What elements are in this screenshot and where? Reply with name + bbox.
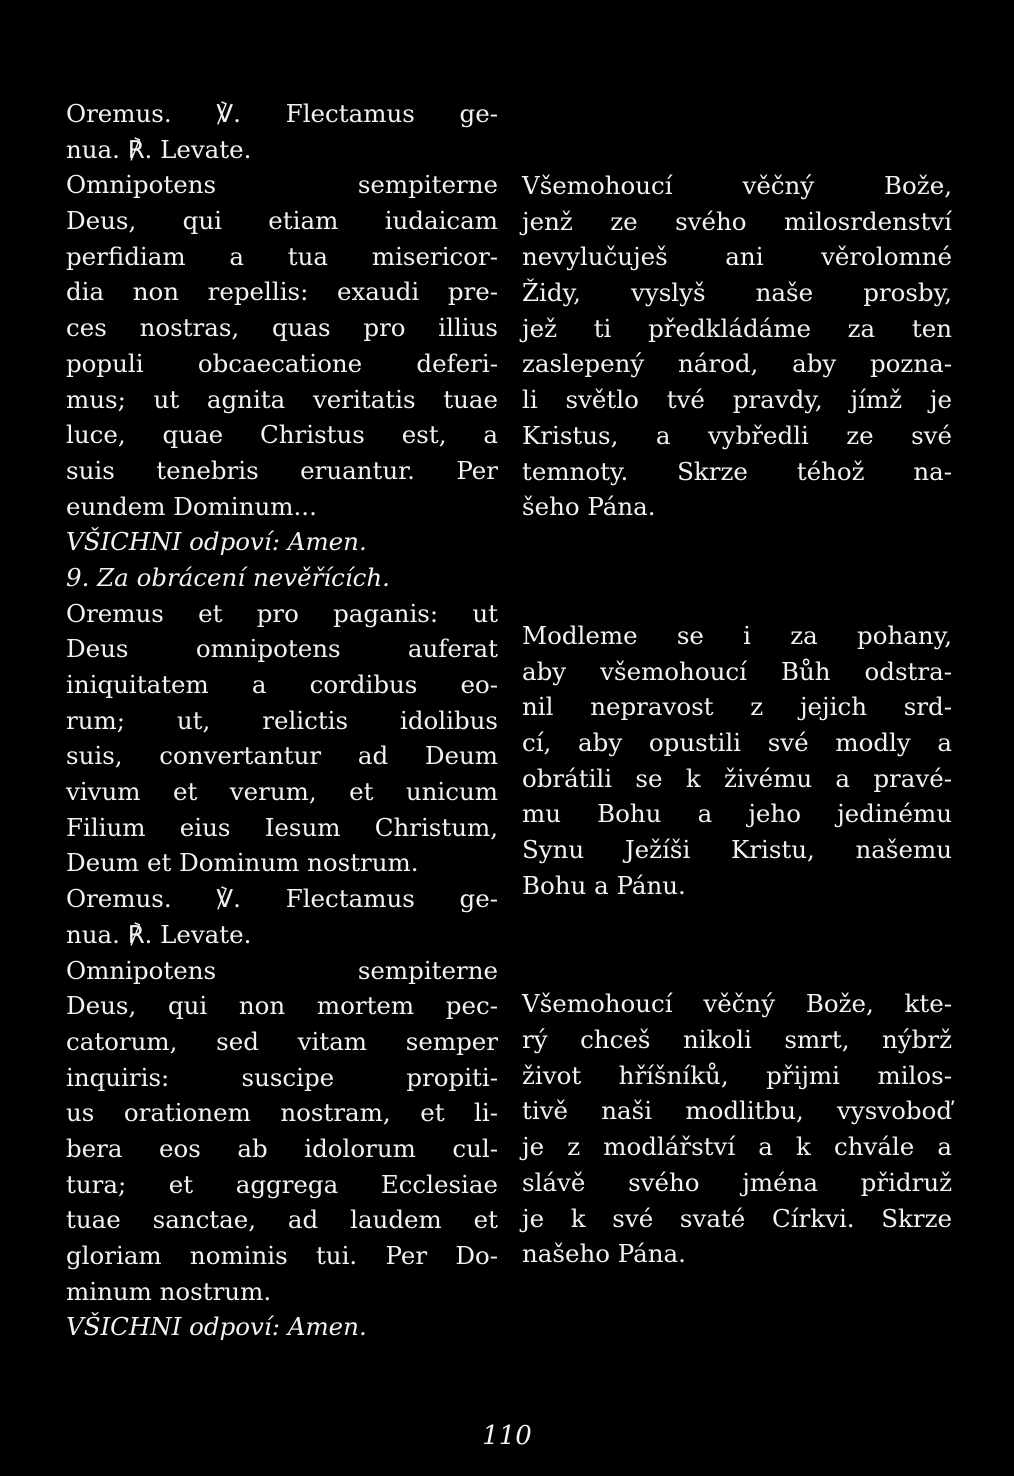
- spacer: [522, 903, 952, 986]
- text-line: Synu Ježíši Kristu, našemu: [522, 835, 952, 864]
- text-line: Všemohoucí věčný Bože, kte-: [522, 989, 952, 1019]
- text-line: temnoty. Skrze téhož na-: [522, 456, 952, 486]
- page-number: 110: [482, 1421, 532, 1451]
- text-line: catorum, sed vitam semper: [66, 1026, 498, 1056]
- text-line: tuae sanctae, ad laudem et: [66, 1205, 498, 1235]
- latin-column: [66, 96, 498, 1345]
- section-heading: [66, 560, 498, 596]
- text-line: zaslepený národ, aby pozna-: [522, 349, 952, 379]
- text-line: Filium eius Iesum Christum,: [66, 812, 498, 842]
- text-line: Všemohoucí věčný Bože,: [522, 171, 952, 200]
- latin-prayer-jews: [66, 96, 498, 524]
- text-line: aby všemohoucí Bůh odstra-: [522, 656, 952, 686]
- text-line: li světlo tvé pravdy, jímž je: [522, 385, 952, 415]
- text-line: eundem Dominum...: [66, 491, 317, 521]
- text-line: nil nepravost z jejich srd-: [522, 692, 952, 722]
- text-line: Deus omnipotens auferat: [66, 634, 498, 664]
- czech-prayer-pagans-invitation: [522, 618, 952, 904]
- text-line: šeho Pána.: [522, 492, 656, 522]
- text-line: dia non repellis: exaudi pre-: [66, 277, 498, 307]
- text-line: nua. ℟. Levate.: [66, 134, 252, 164]
- text-line: cí, aby opustili své modly a: [522, 727, 952, 757]
- text-line: je z modlářství a k chvále a: [522, 1132, 952, 1162]
- text-line: Oremus. ℣. Flectamus ge-: [66, 99, 498, 128]
- text-line: Oremus et pro paganis: ut: [66, 598, 498, 628]
- text-line: mu Bohu a jeho jedinému: [522, 799, 952, 829]
- text-line: Deus, qui non mortem pec-: [66, 991, 498, 1021]
- text-line: us orationem nostram, et li-: [66, 1098, 498, 1128]
- text-line: ces nostras, quas pro illius: [66, 313, 498, 343]
- text-line: mus; ut agnita veritatis tuae: [66, 384, 498, 414]
- text-line: Oremus. ℣. Flectamus ge-: [66, 884, 498, 914]
- text-line: našeho Pána.: [522, 1239, 686, 1269]
- text-line: Modleme se i za pohany,: [522, 620, 952, 650]
- text-line: rý chceš nikoli smrt, nýbrž: [522, 1025, 952, 1055]
- text-line: Omnipotens sempiterne: [66, 170, 498, 200]
- text-line: Deum et Dominum nostrum.: [66, 848, 419, 878]
- text-line: perfidiam a tua misericor-: [66, 241, 498, 271]
- text-line: je k své svaté Církvi. Skrze: [522, 1203, 952, 1233]
- text-line: VŠICHNI odpoví: Amen.: [66, 1312, 367, 1342]
- czech-prayer-pagans-collect: [522, 986, 952, 1272]
- text-line: 9. Za obrácení nevěřících.: [66, 562, 390, 592]
- text-line: iniquitatem a cordibus eo-: [66, 670, 498, 699]
- text-line: Deus, qui etiam iudaicam: [66, 206, 498, 236]
- text-line: bera eos ab idolorum cul-: [66, 1133, 498, 1163]
- text-line: Kristus, a vybředli ze své: [522, 420, 952, 450]
- text-line: suis tenebris eruantur. Per: [66, 455, 498, 485]
- latin-prayer-pagans: [66, 596, 498, 1310]
- text-line: jenž ze svého milosrdenství: [522, 206, 952, 236]
- text-line: rum; ut, relictis idolibus: [66, 705, 498, 735]
- text-line: Bohu a Pánu.: [522, 870, 686, 900]
- text-line: Omnipotens sempiterne: [66, 955, 498, 985]
- text-line: minum nostrum.: [66, 1276, 272, 1306]
- text-line: gloriam nominis tui. Per Do-: [66, 1241, 498, 1270]
- response-amen: [66, 1309, 498, 1345]
- response-amen: [66, 524, 498, 560]
- spacer: [522, 525, 952, 618]
- czech-column: [522, 168, 952, 1272]
- czech-prayer-jews: [522, 168, 952, 525]
- text-line: VŠICHNI odpoví: Amen.: [66, 527, 367, 557]
- text-line: inquiris: suscipe propiti-: [66, 1062, 498, 1092]
- text-line: jež ti předkládáme za ten: [522, 313, 952, 343]
- text-line: tivě naši modlitbu, vysvoboď: [522, 1096, 952, 1126]
- text-line: populi obcaecatione deferi-: [66, 348, 498, 378]
- text-line: obrátili se k živému a pravé-: [522, 763, 952, 793]
- text-line: slávě svého jména přidruž: [522, 1167, 952, 1197]
- text-line: tura; et aggrega Ecclesiae: [66, 1169, 498, 1199]
- text-line: nua. ℟. Levate.: [66, 919, 252, 949]
- text-line: Židy, vyslyš naše prosby,: [522, 278, 952, 308]
- text-line: suis, convertantur ad Deum: [66, 741, 498, 771]
- text-line: život hříšníků, přijmi milos-: [522, 1060, 952, 1090]
- text-line: nevylučuješ ani věrolomné: [522, 242, 952, 272]
- text-line: luce, quae Christus est, a: [66, 420, 498, 450]
- text-line: vivum et verum, et unicum: [66, 777, 498, 807]
